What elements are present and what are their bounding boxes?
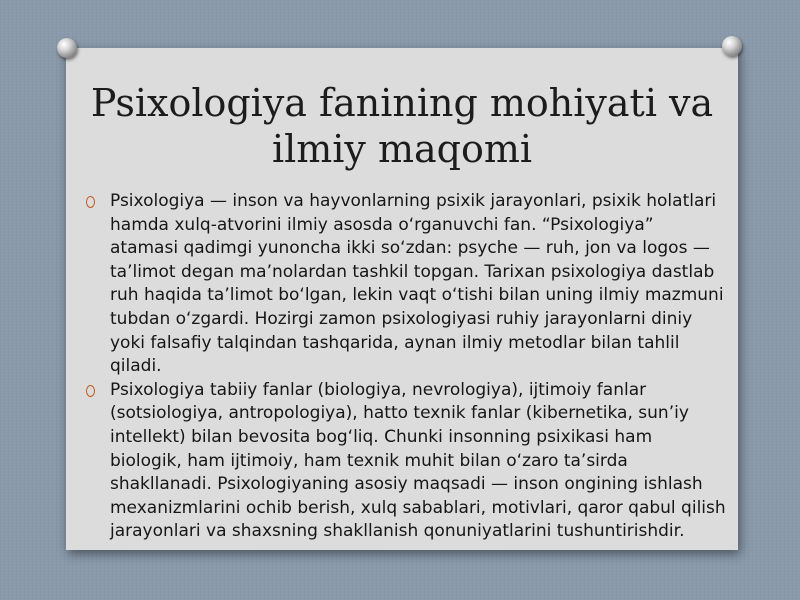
pushpin-icon xyxy=(722,36,742,56)
circle-bullet-icon xyxy=(86,196,95,208)
pushpin-icon xyxy=(57,38,77,58)
list-item xyxy=(86,379,726,544)
bullet-text: Psixologiya tabiiy fanlar (biologiya, nevrologiya), ijtimoiy fanlar (sotsiologiya, antropologiya), hatto texnik fanlar (kibernetika, sun’iy intellekt) bilan bevosita bog‘liq. Chunki insonning psixikasi ham biologik, ham ijtimoiy, ham texnik muhit bilan o‘zaro ta’sirda shakllanadi. Psixologiyaning asosiy maqsadi — inson ongining ishlash mexanizmlarini ochib berish, xulq sabablari, motivlari, qaror qabul qilish jarayonlari va shaxsning shakllanish qonuniyatlarini tushuntirishdir. xyxy=(110,379,726,542)
bullet-text: Psixologiya — inson va hayvonlarning psixik jarayonlari, psixik holatlari hamda xulq-atvorini ilmiy asosda o‘rganuvchi fan. “Psixologiya” atamasi qadimgi yunoncha ikki so‘zdan: psyche — ruh, jon va logos — ta’limot degan ma’nolardan tashkil topgan. Tarixan psixologiya dastlab ruh haqida ta’limot bo‘lgan, lekin vaqt o‘tishi bilan uning ilmiy mazmuni tubdan o‘zgardi. Hozirgi zamon psixologiyasi ruhiy jarayonlarni diniy yoki falsafiy talqindan tashqarida, aynan ilmiy metodlar bilan tahlil qiladi. xyxy=(110,191,724,377)
circle-bullet-icon xyxy=(86,385,95,397)
bullet-list xyxy=(86,190,726,544)
list-item xyxy=(86,190,726,379)
slide-title: Psixologiya fanining mohiyati va ilmiy maqomi xyxy=(90,81,714,171)
